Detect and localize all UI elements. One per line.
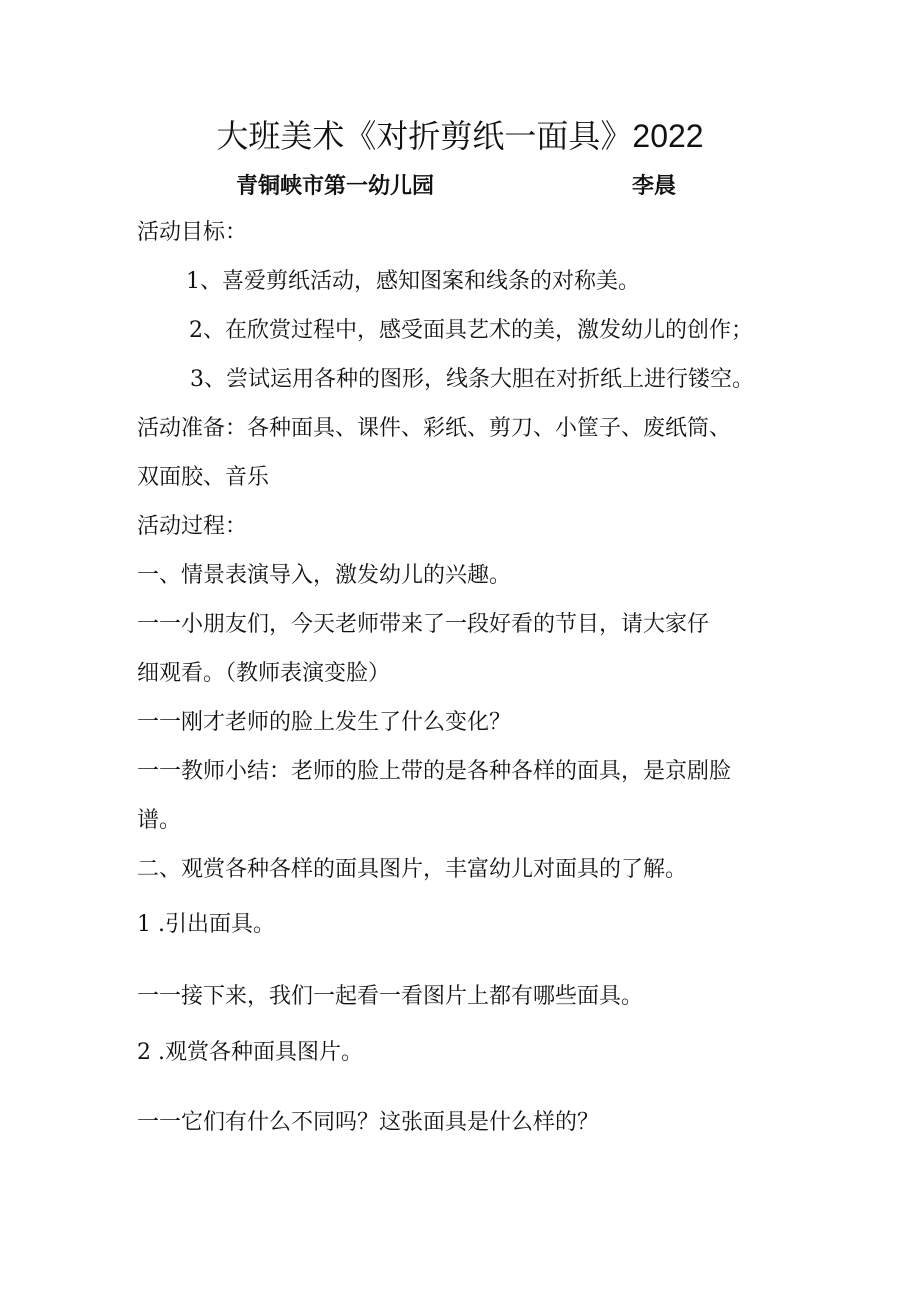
author-name: 李晨 (632, 174, 677, 199)
process-step-1-heading: 一、情景表演导入，激发幼儿的兴趣。 (137, 563, 512, 588)
process-dialogue-line: 一一小朋友们，今天老师带来了一段好看的节目，请大家仔 (137, 612, 710, 637)
goal-item-1: 1、喜爱剪纸活动，感知图案和线条的对称美。 (186, 269, 640, 294)
process-dialogue-line: 一一它们有什么不同吗？这张面具是什么样的？ (137, 1110, 600, 1135)
section-heading-goals: 活动目标： (137, 220, 248, 245)
goal-item-2: 2、在欣赏过程中，感受面具艺术的美，激发幼儿的创作； (189, 318, 753, 343)
process-dialogue-line: 一一刚才老师的脸上发生了什么变化？ (137, 710, 512, 735)
process-dialogue-continued: 谱。 (137, 808, 182, 833)
document-title (0, 116, 920, 156)
process-dialogue-continued: 细观看。（教师表演变脸） (137, 661, 391, 686)
preparation-continued: 双面胶、音乐 (137, 465, 270, 490)
school-name: 青铜峡市第一幼儿园 (236, 174, 435, 199)
title-text: 大班美术《对折剪纸一面具》 (216, 117, 633, 155)
process-dialogue-line: 一一教师小结：老师的脸上带的是各种各样的面具，是京剧脸 (137, 759, 732, 784)
process-substep-1: 1 .引出面具。 (137, 912, 275, 937)
process-dialogue-line: 一一接下来，我们一起看一看图片上都有哪些面具。 (137, 984, 644, 1009)
process-substep-2: 2 .观赏各种面具图片。 (137, 1040, 363, 1065)
section-preparation: 活动准备：各种面具、课件、彩纸、剪刀、小筐子、废纸筒、 (137, 416, 732, 441)
goal-item-3: 3、尝试运用各种的图形，线条大胆在对折纸上进行镂空。 (190, 367, 754, 392)
process-step-2-heading: 二、观赏各种各样的面具图片，丰富幼儿对面具的了解。 (137, 857, 688, 882)
title-year: 2022 (632, 118, 704, 154)
section-heading-process: 活动过程： (137, 514, 248, 539)
